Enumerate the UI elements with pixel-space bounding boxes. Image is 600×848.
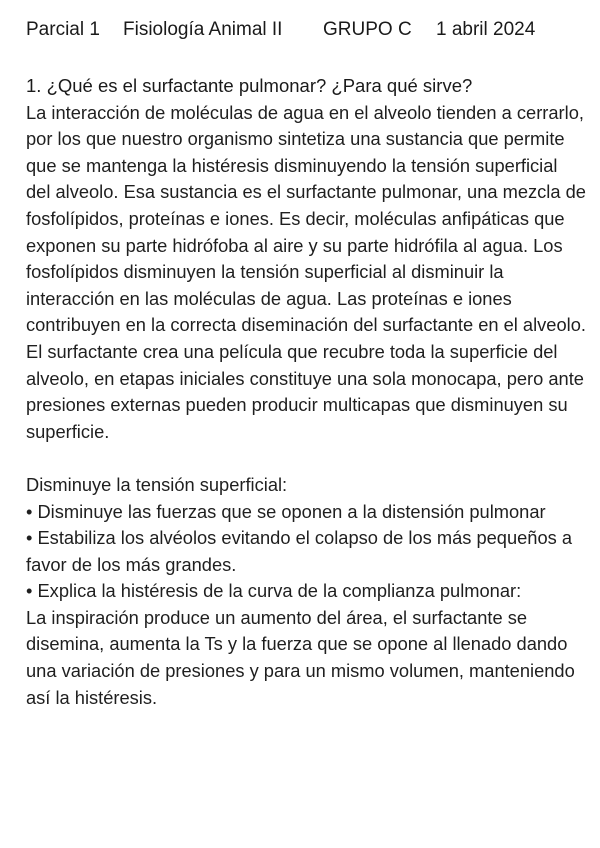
document-body	[26, 17, 586, 711]
list-intro: Disminuye la tensión superficial:	[26, 473, 288, 495]
bullet-item-3: • Explica la histéresis de la curva de la complianza pulmonar:	[26, 580, 522, 602]
bullet-item-2: • Estabiliza los alvéolos evitando el colapso de los más pequeños a favor de los más grandes.	[26, 527, 573, 575]
exam-header	[26, 17, 586, 43]
answer-paragraph-3: La inspiración produce un aumento del área, el surfactante se disemina, aumenta la Ts y la fuerza que se opone al llenado dando una variación de presiones y para un mismo volumen, manteniendo así la histéresis.	[26, 606, 575, 708]
question-title: 1. ¿Qué es el surfactante pulmonar? ¿Para qué sirve?	[26, 75, 473, 96]
course-name: Fisiología Animal II	[123, 19, 283, 40]
exam-partial-label: Parcial 1	[26, 19, 100, 40]
answer-paragraph-2: El surfactante crea una película que recubre toda la superficie del alveolo, en etapas iniciales constituye una sola monocapa, pero ante presiones externas pueden producir multicapas que disminuyen su superficie.	[26, 340, 584, 442]
group-label: GRUPO C	[323, 19, 412, 40]
bullet-item-1: • Disminuye las fuerzas que se oponen a la distensión pulmonar	[26, 500, 546, 522]
paragraph-spacer	[26, 445, 586, 472]
answer-paragraph-1: La interacción de moléculas de agua en el alveolo tienden a cerrarlo, por los que nuestro organismo sintetiza una sustancia que permite que se mantenga la histéresis disminuyendo la tensión superficial del alveolo. Esa sustancia es el surfactante pulmonar, una mezcla de fosfolípidos, proteínas e iones. Es decir, moléculas anfipáticas que exponen su parte hidrófoba al aire y su parte hidrófila al agua. Los fosfolípidos disminuyen la tensión superficial al disminuir la interacción en las moléculas de agua. Las proteínas e iones contribuyen en la correcta diseminación del surfactante en el alveolo.	[26, 101, 586, 336]
exam-date: 1 abril 2024	[436, 19, 536, 40]
